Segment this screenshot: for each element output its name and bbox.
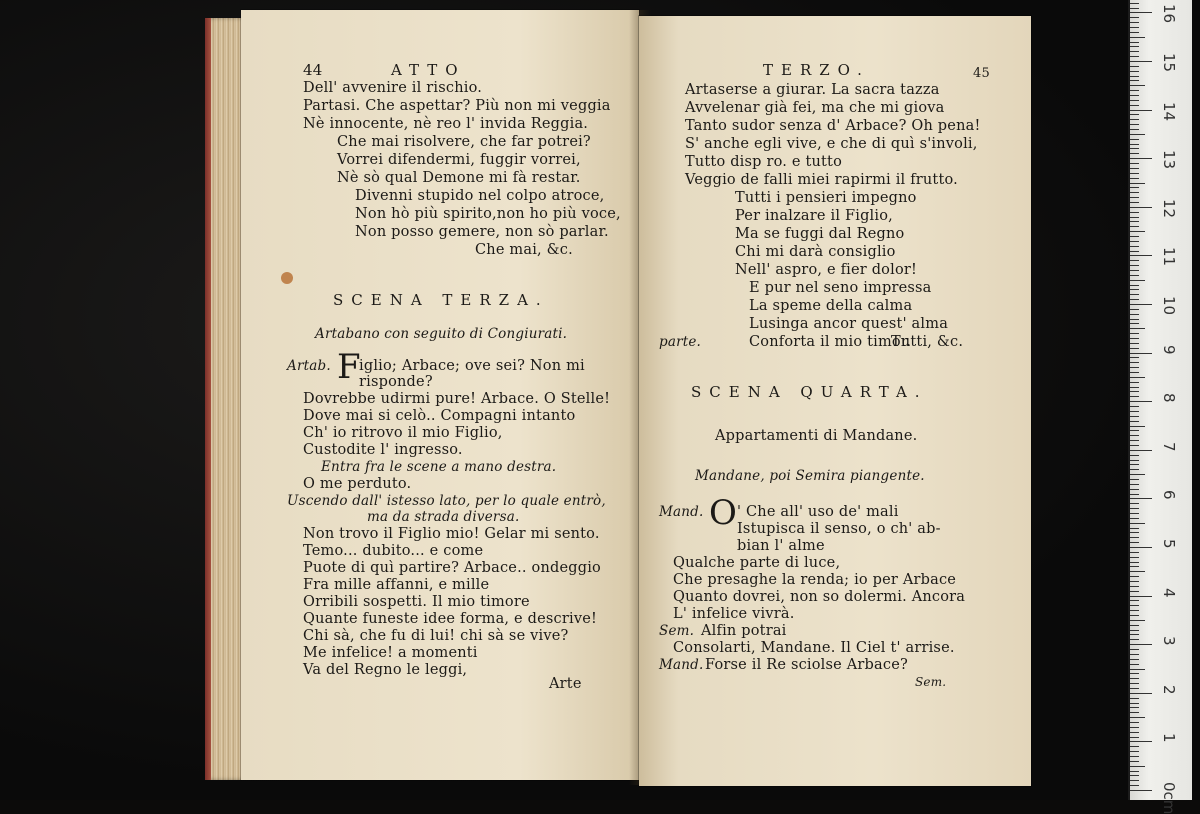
scene-subtitle: Artabano con seguito di Congiurati.	[315, 326, 568, 342]
ruler-tick	[1130, 66, 1139, 67]
stage-direction: Entra fra le scene a mano destra.	[321, 459, 557, 475]
ruler-tick	[1130, 537, 1139, 538]
verse-line: Avvelenar già fei, ma che mi giova	[685, 100, 945, 116]
catchword: Sem.	[915, 675, 947, 689]
verse-line: Va del Regno le leggi,	[303, 662, 468, 678]
ruler-tick	[1130, 114, 1139, 115]
ruler-tick	[1130, 703, 1139, 704]
ruler-tick	[1130, 353, 1152, 354]
ruler-tick	[1130, 727, 1139, 728]
ruler-tick	[1130, 372, 1139, 373]
ruler-tick	[1130, 562, 1139, 563]
ruler-tick	[1130, 775, 1139, 776]
ruler-tick	[1130, 712, 1139, 713]
ruler-tick	[1130, 741, 1152, 742]
ruler-tick	[1130, 464, 1139, 465]
ruler-label: 10	[1160, 296, 1178, 316]
ruler-tick	[1130, 217, 1139, 218]
ruler-tick	[1130, 547, 1152, 548]
ruler-tick	[1130, 790, 1152, 791]
ruler-tick	[1130, 610, 1139, 611]
verse-line: O me perduto.	[303, 476, 412, 492]
ruler-tick	[1130, 528, 1139, 529]
verse-line: Che presaghe la renda; io per Arbace	[673, 572, 957, 588]
ruler-tick	[1130, 761, 1139, 762]
ruler-tick	[1130, 430, 1139, 431]
verse-line: Custodite l' ingresso.	[303, 442, 463, 458]
ruler-tick	[1130, 625, 1139, 626]
verse-line: Partasi. Che aspettar? Più non mi veggia	[303, 98, 611, 114]
ruler-tick	[1130, 382, 1139, 383]
ruler-tick	[1130, 479, 1139, 480]
ruler-tick	[1130, 314, 1139, 315]
verse-line: L' infelice vivrà.	[673, 606, 795, 622]
ruler-tick	[1130, 523, 1145, 524]
verse-line: Puote di quì partire? Arbace.. ondeggio	[303, 560, 601, 576]
ruler-tick	[1130, 343, 1139, 344]
running-head: TERZO.	[763, 61, 870, 79]
ruler-tick	[1130, 649, 1139, 650]
aria-line: La speme della calma	[749, 298, 913, 314]
ruler-label: 1	[1160, 733, 1178, 743]
ruler-tick	[1130, 518, 1139, 519]
ruler-tick	[1130, 669, 1145, 670]
ruler-tick	[1130, 678, 1139, 679]
ruler-tick	[1130, 440, 1139, 441]
ruler-tick	[1130, 119, 1139, 120]
verse-line: Dell' avvenire il rischio.	[303, 80, 483, 96]
ruler-tick	[1130, 659, 1139, 660]
ruler-tick	[1130, 255, 1152, 256]
ruler-tick	[1130, 557, 1139, 558]
ruler-tick	[1130, 168, 1139, 169]
ruler-tick	[1130, 416, 1139, 417]
ruler-tick	[1130, 591, 1139, 592]
ruler-tick	[1130, 717, 1145, 718]
verse-line: Chi sà, che fu di lui! chi sà se vive?	[303, 628, 569, 644]
verse-line: Quante funeste idee forma, e descrive!	[303, 611, 598, 627]
ruler-tick	[1130, 596, 1152, 597]
ruler-tick	[1130, 615, 1139, 616]
stain-mark	[281, 272, 293, 284]
ruler-tick	[1130, 22, 1139, 23]
ruler-tick	[1130, 134, 1145, 135]
ruler-tick	[1130, 304, 1152, 305]
ruler-tick	[1130, 246, 1139, 247]
ruler-tick	[1130, 474, 1145, 475]
ruler-tick	[1130, 275, 1139, 276]
verse-line: Nè sò qual Demone mi fà restar.	[337, 170, 581, 186]
verse-line: Tutti, &c.	[891, 334, 964, 350]
ruler-tick	[1130, 683, 1139, 684]
ruler-tick	[1130, 309, 1139, 310]
ruler-tick	[1130, 207, 1152, 208]
ruler-label: 12	[1160, 198, 1178, 218]
ruler-tick	[1130, 139, 1139, 140]
aria-line: Chi mi darà consiglio	[735, 244, 896, 260]
ruler-tick	[1130, 396, 1139, 397]
ruler-tick	[1130, 148, 1139, 149]
ruler-label: 13	[1160, 150, 1178, 170]
aria-line: Ma se fuggi dal Regno	[735, 226, 905, 242]
ruler-tick	[1130, 605, 1139, 606]
ruler-tick	[1130, 664, 1139, 665]
ruler-tick	[1130, 707, 1139, 708]
ruler-tick	[1130, 450, 1152, 451]
ruler-tick	[1130, 421, 1139, 422]
ruler-tick	[1130, 37, 1145, 38]
ruler-tick	[1130, 732, 1139, 733]
drop-cap: O	[709, 493, 737, 533]
ruler-tick	[1130, 27, 1139, 28]
ruler-tick	[1130, 348, 1139, 349]
ruler-tick	[1130, 178, 1139, 179]
verse-line: risponde?	[359, 374, 433, 390]
verse-line: Vorrei difendermi, fuggir vorrei,	[337, 152, 581, 168]
ruler-tick	[1130, 401, 1152, 402]
ruler-tick	[1130, 299, 1139, 300]
verse-line: Non hò più spirito,non ho più voce,	[355, 206, 621, 222]
ruler-tick	[1130, 513, 1139, 514]
speaker-label: Sem.	[659, 623, 695, 639]
ruler-tick	[1130, 785, 1139, 786]
ruler-tick	[1130, 489, 1139, 490]
ruler-tick	[1130, 387, 1139, 388]
aria-line: Lusinga ancor quest' alma	[749, 316, 949, 332]
ruler-tick	[1130, 183, 1145, 184]
ruler-label: 4	[1160, 587, 1178, 598]
ruler-tick	[1130, 158, 1152, 159]
verse-line: iglio; Arbace; ove sei? Non mi	[359, 358, 585, 374]
verse-line: Qualche parte di luce,	[673, 555, 841, 571]
aria-line: Per inalzare il Figlio,	[735, 208, 893, 224]
ruler-tick	[1130, 455, 1139, 456]
ruler-label: 3	[1160, 636, 1178, 646]
verse-line: Artaserse a giurar. La sacra tazza	[685, 82, 940, 98]
verse-line: Forse il Re sciolse Arbace?	[705, 657, 908, 673]
drop-cap: F	[337, 347, 361, 387]
verse-line: Non posso gemere, non sò parlar.	[355, 224, 609, 240]
ruler-tick	[1130, 61, 1152, 62]
ruler-tick	[1130, 600, 1139, 601]
ruler-tick	[1130, 377, 1145, 378]
ruler-tick	[1130, 202, 1139, 203]
measuring-ruler	[1128, 0, 1192, 814]
ruler-label: 11	[1160, 247, 1178, 267]
ruler-tick	[1130, 289, 1139, 290]
ruler-tick	[1130, 576, 1139, 577]
verse-line: Che mai risolvere, che far potrei?	[337, 134, 591, 150]
ruler-tick	[1130, 673, 1139, 674]
ruler-tick	[1130, 285, 1139, 286]
aria-line: Tutti i pensieri impegno	[735, 190, 917, 206]
ruler-tick	[1130, 328, 1145, 329]
catchword: Arte	[549, 676, 582, 692]
ruler-tick	[1130, 3, 1139, 4]
ruler-tick	[1130, 634, 1139, 635]
ruler-tick	[1130, 294, 1139, 295]
ruler-tick	[1130, 766, 1145, 767]
ruler-tick	[1130, 494, 1139, 495]
ruler-tick	[1130, 644, 1152, 645]
ruler-label: 14	[1160, 101, 1178, 121]
ruler-tick	[1130, 503, 1139, 504]
ruler-tick	[1130, 71, 1139, 72]
ruler-tick	[1130, 620, 1145, 621]
ruler-tick	[1130, 654, 1139, 655]
verse-line: Istupisca il senso, o ch' ab-	[737, 521, 941, 537]
ruler-tick	[1130, 581, 1139, 582]
verse-line: Fra mille affanni, e mille	[303, 577, 490, 593]
verse-line: Non trovo il Figlio mio! Gelar mi sento.	[303, 526, 600, 542]
ruler-tick	[1130, 357, 1139, 358]
scene-setting: Appartamenti di Mandane.	[715, 428, 918, 444]
page-block-edge	[205, 18, 243, 780]
ruler-tick	[1130, 192, 1139, 193]
verse-line: Dove mai si celò.. Compagni intanto	[303, 408, 576, 424]
ruler-tick	[1130, 231, 1145, 232]
ruler-tick	[1130, 173, 1139, 174]
ruler-tick	[1130, 698, 1139, 699]
verse-line: Dovrebbe udirmi pure! Arbace. O Stelle!	[303, 391, 611, 407]
ruler-tick	[1130, 76, 1139, 77]
verse-line: Orribili sospetti. Il mio timore	[303, 594, 530, 610]
ruler-tick	[1130, 280, 1145, 281]
ruler-tick	[1130, 586, 1139, 587]
ruler-tick	[1130, 212, 1139, 213]
ruler-tick	[1130, 338, 1139, 339]
ruler-tick	[1130, 42, 1139, 43]
ruler-label: 6	[1160, 490, 1178, 500]
ruler-tick	[1130, 693, 1152, 694]
ruler-tick	[1130, 571, 1145, 572]
ruler-tick	[1130, 391, 1139, 392]
ruler-tick	[1130, 406, 1139, 407]
verse-line: Me infelice! a momenti	[303, 645, 478, 661]
verse-line: Alfin potrai	[701, 623, 787, 639]
ruler-label: 8	[1160, 393, 1178, 403]
stage-direction: ma da strada diversa.	[367, 509, 520, 525]
ruler-tick	[1130, 270, 1139, 271]
verse-line: Che mai, &c.	[475, 242, 573, 258]
ruler-tick	[1130, 265, 1139, 266]
scene-title: SCENA TERZA.	[333, 291, 549, 309]
ruler-tick	[1130, 251, 1139, 252]
verse-line: ' Che all' uso de' mali	[737, 504, 899, 520]
ruler-tick	[1130, 12, 1152, 13]
right-page	[639, 16, 1031, 786]
verse-line: Consolarti, Mandane. Il Ciel t' arrise.	[673, 640, 955, 656]
ruler-tick	[1130, 722, 1139, 723]
ruler-tick	[1130, 80, 1139, 81]
ruler-tick	[1130, 333, 1139, 334]
ruler-tick	[1130, 124, 1139, 125]
page-number: 45	[973, 66, 990, 81]
ruler-tick	[1130, 639, 1139, 640]
ruler-tick	[1130, 508, 1139, 509]
ruler-tick	[1130, 17, 1139, 18]
aria-line: Conforta il mio timor.	[749, 334, 912, 350]
ruler-tick	[1130, 153, 1139, 154]
ruler-tick	[1130, 32, 1139, 33]
ruler-tick	[1130, 90, 1139, 91]
ruler-tick	[1130, 532, 1139, 533]
ruler-tick	[1130, 100, 1139, 101]
ruler-tick	[1130, 85, 1145, 86]
ruler-tick	[1130, 630, 1139, 631]
ruler-tick	[1130, 221, 1139, 222]
ruler-tick	[1130, 51, 1139, 52]
ruler-tick	[1130, 552, 1139, 553]
aria-line: Nell' aspro, e fier dolor!	[735, 262, 918, 278]
ruler-tick	[1130, 411, 1139, 412]
open-book	[205, 10, 1035, 785]
scene-characters: Mandane, poi Semira piangente.	[695, 468, 925, 484]
ruler-tick	[1130, 688, 1139, 689]
verse-line: S' anche egli vive, e che di quì s'involi,	[685, 136, 978, 152]
speaker-label: Mand.	[659, 657, 704, 673]
ruler-label: 0cm	[1160, 782, 1178, 814]
verse-line: Temo... dubito... e come	[303, 543, 484, 559]
verse-line: Tanto sudor senza d' Arbace? Oh pena!	[685, 118, 981, 134]
verse-line: Veggio de falli miei rapirmi il frutto.	[685, 172, 958, 188]
ruler-tick	[1130, 362, 1139, 363]
ruler-label: 7	[1160, 441, 1178, 452]
verse-line: Divenni stupido nel colpo atroce,	[355, 188, 605, 204]
aria-line: E pur nel seno impressa	[749, 280, 932, 296]
ruler-tick	[1130, 737, 1139, 738]
ruler-tick	[1130, 260, 1139, 261]
ruler-tick	[1130, 319, 1139, 320]
ruler-label: 2	[1160, 684, 1178, 695]
ruler-tick	[1130, 435, 1139, 436]
speaker-label: Artab.	[287, 358, 331, 374]
ruler-tick	[1130, 756, 1139, 757]
ruler-tick	[1130, 498, 1152, 499]
ruler-tick	[1130, 484, 1139, 485]
stage-direction: Uscendo dall' istesso lato, per lo quale entrò,	[287, 493, 606, 509]
ruler-tick	[1130, 426, 1145, 427]
ruler-label: 9	[1160, 344, 1178, 355]
ruler-tick	[1130, 445, 1139, 446]
ruler-tick	[1130, 110, 1152, 111]
ruler-tick	[1130, 144, 1139, 145]
ruler-tick	[1130, 542, 1139, 543]
ruler-label: 5	[1160, 539, 1178, 549]
ruler-label: 15	[1160, 53, 1178, 73]
ruler-tick	[1130, 241, 1139, 242]
verse-line: Ch' io ritrovo il mio Figlio,	[303, 425, 503, 441]
ruler-tick	[1130, 367, 1139, 368]
verse-line: Quanto dovrei, non so dolermi. Ancora	[673, 589, 966, 605]
ruler-tick	[1130, 105, 1139, 106]
ruler-tick	[1130, 129, 1139, 130]
verse-line: Tutto disp ro. e tutto	[685, 154, 843, 170]
running-head: ATTO	[391, 61, 466, 79]
ruler-tick	[1130, 46, 1139, 47]
ruler-tick	[1130, 566, 1139, 567]
ruler-label: 16	[1160, 4, 1178, 24]
ruler-tick	[1130, 56, 1139, 57]
page-number: 44	[303, 61, 323, 79]
ruler-tick	[1130, 187, 1139, 188]
ruler-tick	[1130, 469, 1139, 470]
ruler-tick	[1130, 751, 1139, 752]
ruler-tick	[1130, 746, 1139, 747]
verse-line: Nè innocente, nè reo l' invida Reggia.	[303, 116, 589, 132]
ruler-tick	[1130, 8, 1139, 9]
speaker-label: Mand.	[659, 504, 704, 520]
ruler-tick	[1130, 460, 1139, 461]
ruler-tick	[1130, 323, 1139, 324]
verse-line: bian l' alme	[737, 538, 825, 554]
ruler-tick	[1130, 226, 1139, 227]
ruler-tick	[1130, 95, 1139, 96]
ruler-tick	[1130, 771, 1139, 772]
exit-direction: parte.	[659, 334, 702, 350]
ruler-tick	[1130, 163, 1139, 164]
ruler-tick	[1130, 236, 1139, 237]
ruler-tick	[1130, 780, 1139, 781]
left-page	[241, 10, 639, 780]
scene-title: SCENA QUARTA.	[691, 383, 928, 401]
ruler-tick	[1130, 197, 1139, 198]
